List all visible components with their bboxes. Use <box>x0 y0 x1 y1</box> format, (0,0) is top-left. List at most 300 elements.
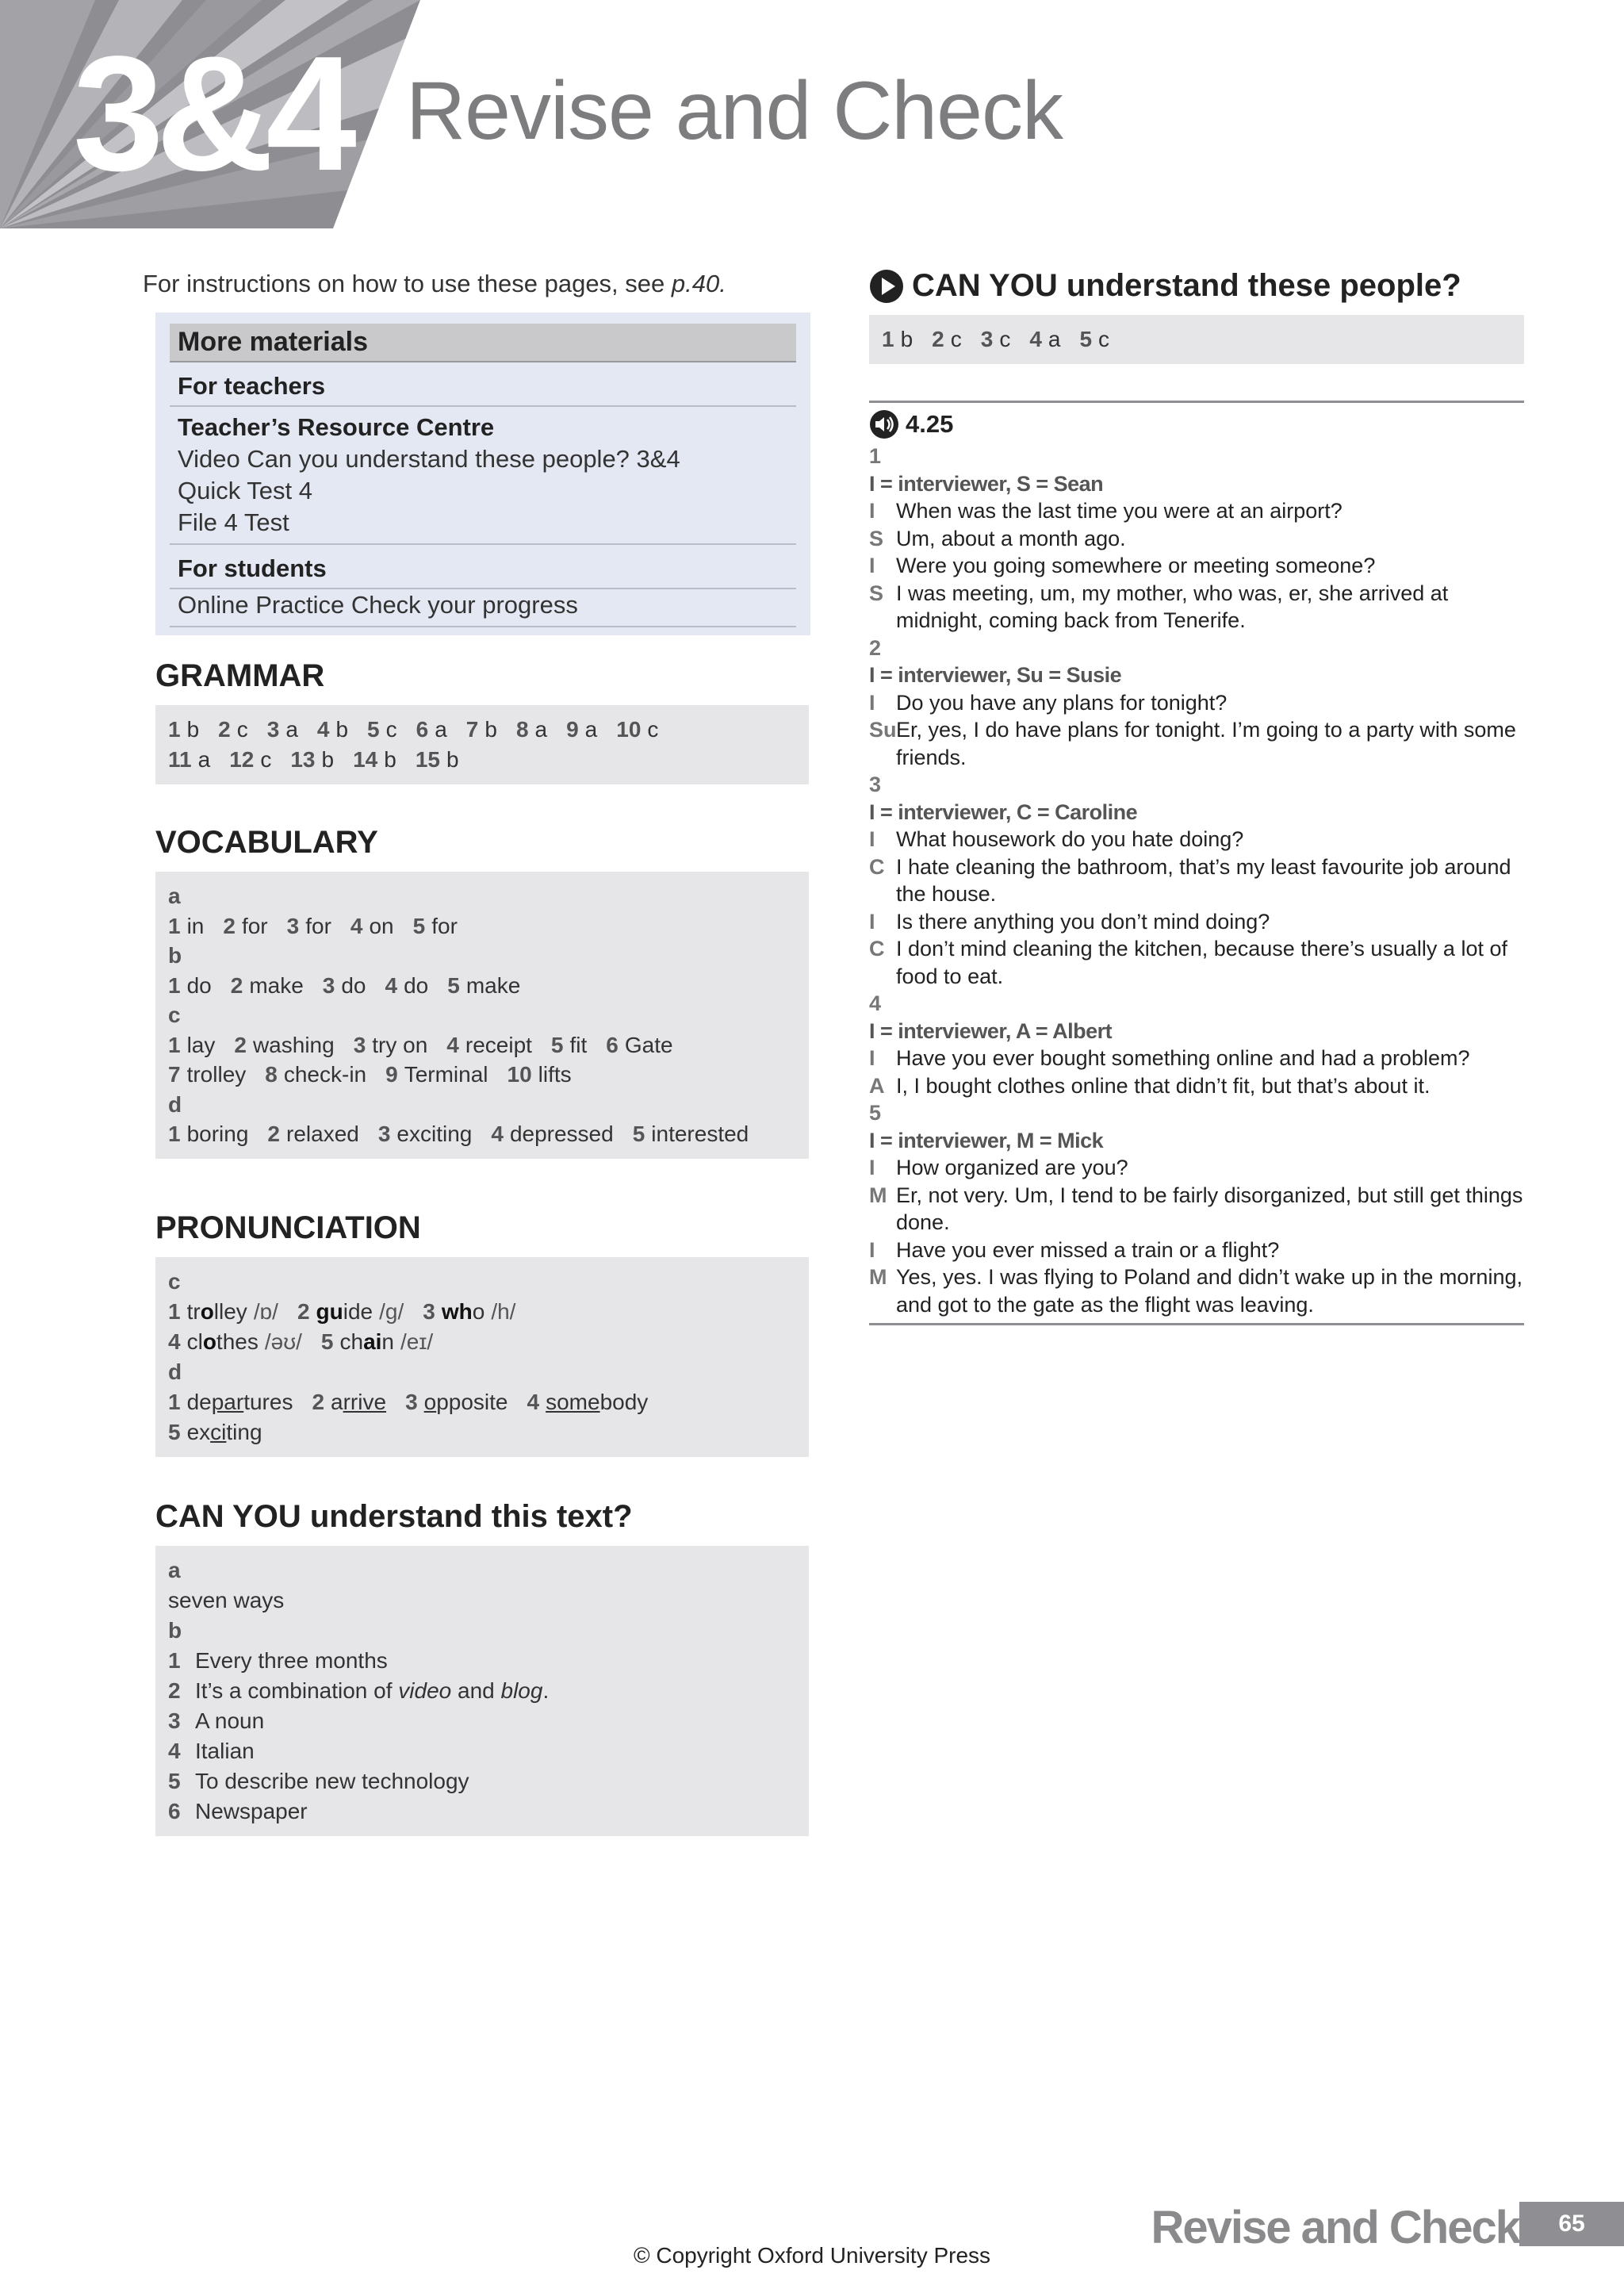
answer-number: 10 <box>616 717 642 742</box>
audio-track-number: 4.25 <box>906 410 954 438</box>
listening-section <box>869 268 1524 1325</box>
reading-part-b-list <box>168 1646 796 1827</box>
reading-part-b-label: b <box>168 1618 182 1643</box>
answer-value: check-in <box>283 1062 367 1087</box>
answer-item <box>168 715 199 745</box>
answer-number: 3 <box>423 1299 435 1324</box>
word-part: body <box>599 1390 649 1414</box>
answer-number: 14 <box>353 747 378 772</box>
stress-word <box>331 1390 386 1414</box>
answer-number: 7 <box>168 1062 181 1087</box>
answer-number: 7 <box>465 717 479 742</box>
quick-test-link[interactable]: Quick Test 4 <box>178 477 313 504</box>
transcript-part-number: 4 <box>869 991 882 1015</box>
answer-item <box>317 715 348 745</box>
audioscript-box <box>869 401 1524 1325</box>
answer-number: 2 <box>267 1122 280 1146</box>
transcript-line <box>869 935 1524 990</box>
answer-item <box>265 1060 366 1090</box>
answer-number: 9 <box>385 1062 398 1087</box>
answer-text: It’s a combination of <box>195 1678 399 1703</box>
answer-item <box>168 1119 248 1149</box>
speaker-text: Were you going somewhere or meeting someone? <box>896 554 1376 577</box>
answer-item <box>981 324 1011 355</box>
pron-part-c-label: c <box>168 1269 181 1294</box>
answer-item <box>353 745 396 775</box>
answer-item <box>616 715 658 745</box>
answer-item <box>367 715 397 745</box>
answer-value: on <box>369 913 394 938</box>
footer-title: Revise and Check <box>1151 2202 1519 2253</box>
answer-item <box>882 324 913 355</box>
answer-number: 12 <box>229 747 255 772</box>
answer-value: b <box>384 747 396 772</box>
file-test-link[interactable]: File 4 Test <box>178 508 289 536</box>
answer-number: 3 <box>322 972 335 998</box>
stress-item <box>527 1387 649 1417</box>
speaker-text: I don’t mind cleaning the kitchen, because there’s usually a lot of food to eat. <box>896 937 1507 988</box>
vocab-part-c-answers-2 <box>168 1060 796 1090</box>
stressed-syllable: ci <box>210 1420 227 1444</box>
answer-value: b <box>186 717 200 742</box>
word-part: tr <box>186 1299 201 1324</box>
answer-item <box>267 1119 358 1149</box>
answer-item <box>231 971 304 1001</box>
stressed-syllable: rrive <box>343 1390 387 1414</box>
answer-item <box>229 745 271 775</box>
answer-text: A noun <box>195 1708 265 1733</box>
answer-value: exciting <box>396 1122 473 1146</box>
speaker-label: C <box>869 854 885 879</box>
audio-speaker-icon[interactable] <box>869 409 899 439</box>
answer-text: . <box>542 1678 550 1703</box>
answer-item <box>168 1060 246 1090</box>
answer-item <box>551 1030 587 1060</box>
word-part: thes <box>216 1329 259 1354</box>
grammar-answers-row-1 <box>168 715 796 745</box>
video-play-icon[interactable] <box>869 269 904 304</box>
grammar-answers <box>155 705 809 784</box>
speaker-text: I hate cleaning the bathroom, that’s my least favourite job around the house. <box>896 854 1511 906</box>
grammar-title: GRAMMAR <box>155 658 325 693</box>
speaker-label: M <box>869 1265 887 1289</box>
answer-number: 2 <box>932 327 944 351</box>
answer-value: fit <box>569 1032 588 1057</box>
vocab-part-c-label: c <box>168 1003 181 1027</box>
stress-word <box>424 1390 508 1414</box>
answer-number: 2 <box>223 913 236 938</box>
answer-number: 2 <box>168 1678 181 1703</box>
answer-value: b <box>335 717 349 742</box>
listening-answers <box>869 315 1524 364</box>
answer-number: 2 <box>312 1390 325 1414</box>
answer-number: 4 <box>491 1122 504 1146</box>
listening-answers-row <box>882 324 1511 355</box>
speaker-label: I <box>869 1046 875 1070</box>
answer-text: Every three months <box>195 1648 388 1673</box>
word-part: lley <box>213 1299 247 1324</box>
answer-value: do <box>404 972 429 998</box>
answer-item <box>385 971 429 1001</box>
answer-value: trolley <box>186 1062 247 1087</box>
transcript-part-number: 5 <box>869 1101 882 1125</box>
reading-title: CAN YOU understand this text? <box>155 1499 633 1534</box>
audioscript-transcript <box>869 443 1524 1325</box>
reading-section <box>155 1499 809 1836</box>
speaker-text: What housework do you hate doing? <box>896 827 1244 851</box>
answer-number: 1 <box>168 913 181 938</box>
transcript-line <box>869 908 1524 936</box>
reading-answer-item <box>168 1706 796 1736</box>
speaker-label: C <box>869 937 885 961</box>
answer-number: 4 <box>527 1390 540 1414</box>
intro-line <box>143 270 809 298</box>
grammar-section <box>155 658 809 784</box>
vocab-part-a-answers <box>168 911 796 941</box>
answer-number: 1 <box>168 1648 181 1673</box>
stressed-syllable: some <box>546 1390 600 1414</box>
word-sound-focus: wh <box>441 1299 473 1324</box>
answer-number: 3 <box>286 913 300 938</box>
pron-word <box>339 1329 394 1354</box>
transcript-line <box>869 580 1524 635</box>
answer-value: do <box>186 972 212 998</box>
answer-item <box>413 911 458 941</box>
students-materials-list <box>170 589 796 627</box>
answer-item <box>447 971 520 1001</box>
answer-value: lifts <box>538 1062 572 1087</box>
answer-item <box>932 324 962 355</box>
answer-item <box>566 715 597 745</box>
answer-value: do <box>341 972 366 998</box>
answer-number: 5 <box>550 1032 564 1057</box>
word-part: tures <box>243 1390 293 1414</box>
answer-number: 5 <box>447 972 460 998</box>
pron-word <box>442 1299 485 1324</box>
answer-value: depressed <box>509 1122 614 1146</box>
reading-answer-item <box>168 1766 796 1796</box>
vocab-part-d-label: d <box>168 1091 182 1117</box>
answer-item <box>168 745 210 775</box>
speaker-text: Er, yes, I do have plans for tonight. I’m going to a party with some friends. <box>896 718 1516 769</box>
transcript-line <box>869 716 1524 771</box>
speaker-label: I <box>869 499 875 523</box>
answer-item <box>354 1030 428 1060</box>
word-sound-focus: gu <box>316 1299 343 1324</box>
word-part: ch <box>339 1329 364 1354</box>
vocab-part-d-answers <box>168 1119 796 1149</box>
answer-number: 4 <box>1029 327 1042 351</box>
answer-item <box>168 911 204 941</box>
reading-answer-item <box>168 1676 796 1706</box>
reading-answers <box>155 1546 809 1836</box>
answer-number: 5 <box>320 1329 334 1354</box>
reading-answer-item <box>168 1796 796 1827</box>
answer-number: 11 <box>168 747 192 772</box>
teachers-materials-list <box>170 407 796 545</box>
pronunciation-title: PRONUNCIATION <box>155 1210 421 1245</box>
pron-part-d-label: d <box>168 1359 182 1384</box>
pron-part-c-row-1 <box>168 1297 796 1327</box>
vocab-part-b-label: b <box>168 943 182 968</box>
answer-text: Italian <box>195 1739 255 1763</box>
answer-number: 1 <box>168 1390 181 1414</box>
speaker-label: I <box>869 1237 875 1262</box>
speaker-label: S <box>869 581 884 605</box>
word-sound-focus: o <box>202 1329 216 1354</box>
online-practice-link[interactable]: Online Practice Check your progress <box>178 591 578 619</box>
answer-number: 1 <box>168 717 181 742</box>
vocab-part-b-answers <box>168 971 796 1001</box>
answer-value: lay <box>186 1032 216 1057</box>
answer-value: c <box>260 747 272 772</box>
answer-number: 1 <box>168 1122 181 1146</box>
answer-number: 5 <box>412 913 426 938</box>
answer-number: 3 <box>377 1122 391 1146</box>
answer-value: relaxed <box>286 1122 359 1146</box>
ipa-symbol: /əʊ/ <box>264 1329 302 1354</box>
speaker-label: S <box>869 526 884 550</box>
stressed-syllable: o <box>423 1390 437 1414</box>
transcript-speakers-key: I = interviewer, A = Albert <box>869 1018 1113 1043</box>
transcript-line <box>869 689 1524 717</box>
answer-value: b <box>900 327 914 351</box>
answer-item <box>466 715 497 745</box>
answer-number: 9 <box>566 717 579 742</box>
stressed-syllable: par <box>211 1390 244 1414</box>
word-sound-focus: ai <box>363 1329 382 1354</box>
answer-number: 2 <box>230 972 243 998</box>
transcript-line <box>869 525 1524 553</box>
answer-value: a <box>584 717 598 742</box>
stress-item <box>168 1387 293 1417</box>
answer-value: c <box>999 327 1011 351</box>
transcript-part-number: 2 <box>869 635 882 660</box>
answer-item <box>446 1030 532 1060</box>
answer-value: b <box>485 717 497 742</box>
answer-value: washing <box>252 1032 335 1057</box>
speaker-text: Yes, yes. I was flying to Poland and didn’t wake up in the morning, and got to the gate as the flight was leaving. <box>896 1265 1522 1317</box>
answer-item <box>378 1119 473 1149</box>
pronunciation-section <box>155 1210 809 1457</box>
answer-item <box>350 911 394 941</box>
reading-part-a-answer: seven ways <box>168 1588 285 1612</box>
stress-word <box>187 1420 262 1444</box>
answer-text: Newspaper <box>195 1799 308 1823</box>
answer-value: for <box>431 913 458 938</box>
speaker-label: Su <box>869 718 897 742</box>
answer-item <box>234 1030 334 1060</box>
speaker-text: Have you ever missed a train or a flight? <box>896 1237 1280 1262</box>
word-part: ex <box>186 1420 211 1444</box>
pron-part-c-row-2 <box>168 1327 796 1357</box>
answer-number: 3 <box>168 1708 181 1733</box>
video-link[interactable]: Video Can you understand these people? 3&4 <box>178 445 680 473</box>
answer-number: 2 <box>234 1032 247 1057</box>
transcript-line <box>869 497 1524 525</box>
answer-value: a <box>534 717 548 742</box>
answer-number: 6 <box>416 717 429 742</box>
more-materials-box <box>155 313 810 635</box>
answer-item <box>491 1119 613 1149</box>
transcript-line <box>869 552 1524 580</box>
answer-value: for <box>305 913 331 938</box>
stress-word <box>546 1390 648 1414</box>
answer-value: Gate <box>624 1032 673 1057</box>
pron-part-d-row-1 <box>168 1387 796 1417</box>
copyright-notice: © Copyright Oxford University Press <box>633 2243 991 2268</box>
ipa-symbol: /ɡ/ <box>379 1299 404 1324</box>
speaker-label: I <box>869 554 875 577</box>
answer-number: 5 <box>632 1122 645 1146</box>
answer-number: 5 <box>168 1420 181 1444</box>
answer-item <box>218 715 248 745</box>
answer-value: receipt <box>465 1032 532 1057</box>
answer-number: 3 <box>405 1390 418 1414</box>
unit-number: 3&4 <box>73 22 349 205</box>
answer-item <box>223 911 267 941</box>
answer-italic: video <box>398 1678 452 1703</box>
answer-value: try on <box>372 1032 428 1057</box>
answer-value: c <box>647 717 659 742</box>
stress-item <box>312 1387 386 1417</box>
answer-value: make <box>249 972 304 998</box>
speaker-label: I <box>869 690 875 715</box>
answer-number: 8 <box>265 1062 278 1087</box>
answer-value: c <box>385 717 397 742</box>
answer-number: 6 <box>606 1032 619 1057</box>
transcript-line <box>869 1072 1524 1100</box>
answer-number: 1 <box>882 327 894 351</box>
answer-item <box>168 971 212 1001</box>
stress-word <box>187 1390 293 1414</box>
speaker-text: Um, about a month ago. <box>896 526 1126 550</box>
answer-value: a <box>1048 327 1061 351</box>
word-part: n <box>381 1329 394 1354</box>
answer-value: a <box>197 747 211 772</box>
answer-number: 4 <box>446 1032 459 1057</box>
answer-number: 3 <box>980 327 994 351</box>
answer-value: for <box>241 913 268 938</box>
answer-number: 13 <box>290 747 316 772</box>
listening-title: CAN YOU understand these people? <box>912 268 1461 303</box>
pron-item <box>168 1327 302 1357</box>
answer-value: c <box>236 717 248 742</box>
word-part: cl <box>186 1329 203 1354</box>
grammar-answers-row-2 <box>168 745 796 775</box>
answer-value: boring <box>186 1122 249 1146</box>
vocab-part-a-label: a <box>168 884 181 908</box>
vocabulary-answers <box>155 872 809 1159</box>
transcript-speakers-key: I = interviewer, C = Caroline <box>869 799 1138 824</box>
intro-page-ref[interactable]: p.40. <box>671 270 726 297</box>
pronunciation-answers <box>155 1257 809 1457</box>
pron-item <box>423 1297 515 1327</box>
transcript-part-number: 3 <box>869 773 882 796</box>
answer-number: 3 <box>266 717 280 742</box>
pron-word <box>187 1299 247 1324</box>
vocab-part-c-answers-1 <box>168 1030 796 1060</box>
answer-value: interested <box>651 1122 749 1146</box>
speaker-label: I <box>869 827 875 851</box>
ipa-symbol: /h/ <box>491 1299 516 1324</box>
pron-word <box>187 1329 259 1354</box>
speaker-text: How organized are you? <box>896 1156 1128 1179</box>
answer-item <box>508 1060 572 1090</box>
speaker-text: I, I bought clothes online that didn’t fit, but that’s about it. <box>896 1073 1431 1098</box>
answer-item <box>633 1119 749 1149</box>
page-number: 65 <box>1519 2202 1624 2246</box>
answer-item <box>168 1030 215 1060</box>
speaker-label: I <box>869 909 875 934</box>
pron-item <box>168 1297 278 1327</box>
answer-value: a <box>435 717 447 742</box>
answer-value: b <box>321 747 335 772</box>
reading-part-a-label: a <box>168 1558 181 1582</box>
page-title: Revise and Check <box>406 65 1063 157</box>
answer-number: 15 <box>415 747 440 772</box>
answer-number: 5 <box>168 1769 181 1793</box>
answer-value: a <box>285 717 298 742</box>
answer-number: 4 <box>316 717 330 742</box>
answer-item <box>287 911 331 941</box>
answer-item <box>1079 324 1109 355</box>
answer-number: 2 <box>218 717 231 742</box>
pron-item <box>297 1297 404 1327</box>
answer-item <box>385 1060 488 1090</box>
transcript-part-number: 1 <box>869 444 882 468</box>
speaker-text: Do you have any plans for tonight? <box>896 690 1228 715</box>
transcript-line <box>869 853 1524 908</box>
intro-text: For instructions on how to use these pages, see <box>143 270 672 297</box>
answer-item <box>323 971 366 1001</box>
transcript-speakers-key: I = interviewer, M = Mick <box>869 1128 1104 1152</box>
answer-text: To describe new technology <box>195 1769 469 1793</box>
ipa-symbol: /eɪ/ <box>400 1329 434 1354</box>
answer-value: c <box>1098 327 1110 351</box>
resource-centre-label: Teacher’s Resource Centre <box>178 413 495 441</box>
answer-item <box>1029 324 1060 355</box>
transcript-line <box>869 1263 1524 1318</box>
answer-text: and <box>451 1678 501 1703</box>
answer-number: 5 <box>1079 327 1093 351</box>
word-part: pposite <box>436 1390 508 1414</box>
transcript-line <box>869 1045 1524 1072</box>
answer-number: 10 <box>507 1062 532 1087</box>
answer-item <box>267 715 298 745</box>
speaker-text: I was meeting, um, my mother, who was, er, she arrived at midnight, coming back from Tenerife. <box>896 581 1449 632</box>
answer-number: 3 <box>353 1032 366 1057</box>
transcript-line <box>869 1182 1524 1237</box>
stress-item <box>405 1387 508 1417</box>
word-part: de <box>186 1390 212 1414</box>
for-students-label: For students <box>170 545 796 589</box>
word-part: a <box>331 1390 343 1414</box>
answer-number: 4 <box>385 972 398 998</box>
answer-item <box>416 715 447 745</box>
answer-item <box>606 1030 672 1060</box>
ipa-symbol: /ɒ/ <box>253 1299 278 1324</box>
transcript-line <box>869 1237 1524 1264</box>
pron-part-d-row-2 <box>168 1417 796 1448</box>
vocabulary-title: VOCABULARY <box>155 825 378 860</box>
answer-number: 1 <box>168 1299 181 1324</box>
answer-value: make <box>465 972 521 998</box>
transcript-speakers-key: I = interviewer, Su = Susie <box>869 663 1122 687</box>
answer-item <box>416 745 459 775</box>
reading-answer-item <box>168 1646 796 1676</box>
materials-heading: More materials <box>170 324 796 362</box>
